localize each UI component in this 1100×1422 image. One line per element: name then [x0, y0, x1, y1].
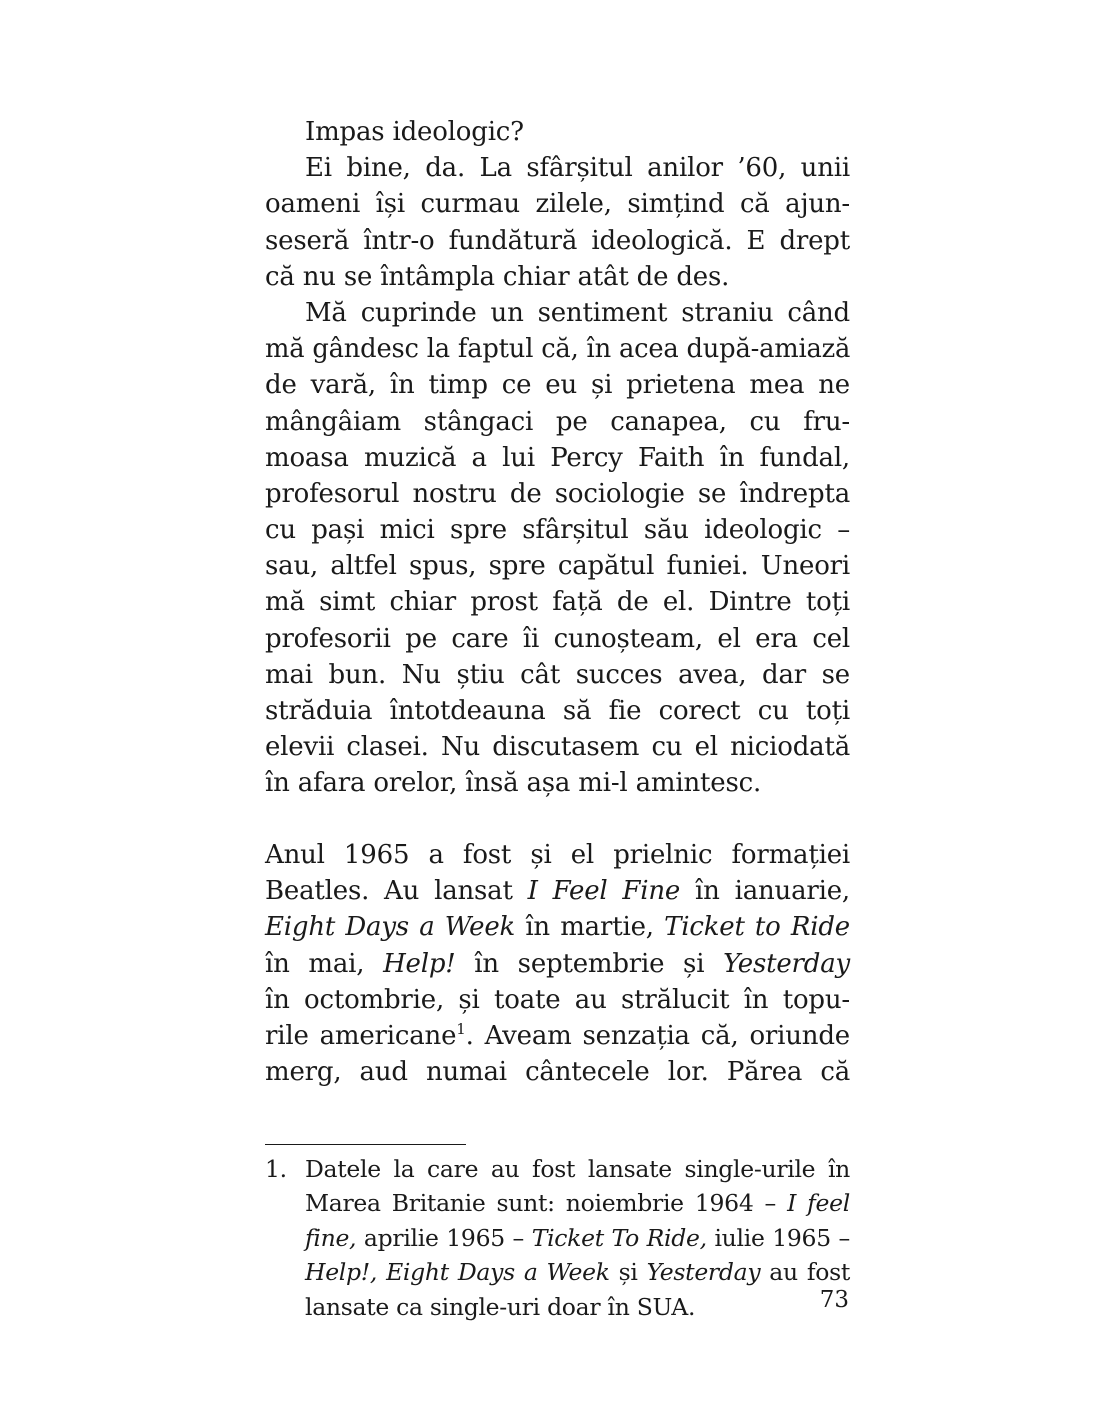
footnote	[265, 1152, 850, 1324]
footnote-line-4	[265, 1255, 850, 1289]
paragraph-3-line-5: moasa muzică a lui Percy Faith în fundal,	[265, 442, 850, 473]
footnote-reference[interactable]: 1	[456, 1019, 466, 1038]
song-title-yesterday: Yesterday	[723, 948, 850, 979]
song-title-yesterday: Yesterday	[646, 1258, 761, 1287]
paragraph-3-line-11: mai bun. Nu știu cât succes avea, dar se	[265, 659, 850, 690]
paragraph-3-line-3: de vară, în timp ce eu și prietena mea ne	[265, 370, 850, 401]
paragraph-4-line-1: Anul 1965 a fost și el prielnic formației	[265, 840, 850, 870]
paragraph-4-line-5: în octombrie, și toate au strălucit în topu-	[265, 984, 850, 1015]
footnote-number: 1.	[265, 1155, 287, 1183]
paragraph-3-line-10: profesorii pe care îi cunoșteam, el era cel	[265, 623, 850, 654]
paragraph-3-line-2: mă gândesc la faptul că, în acea după-amiază	[265, 334, 851, 365]
text-run: în mai,	[265, 948, 384, 979]
text-run: Marea Britanie sunt: noiembrie 1964 –	[305, 1189, 788, 1218]
song-title-i-feel-fine: I Feel Fine	[527, 876, 681, 907]
footnote-text-run: Datele la care au fost lansate single-urile în	[305, 1155, 850, 1183]
paragraph-3-line-9: mă simt chiar prost față de el. Dintre toți	[265, 587, 850, 618]
text-run: Beatles. Au lansat	[265, 876, 528, 907]
text-run: în septembrie și	[455, 948, 724, 979]
paragraph-1	[265, 114, 850, 150]
paragraph-4-line-2	[265, 873, 850, 909]
text-run: și	[609, 1258, 647, 1287]
paragraph-4-line-6	[265, 1018, 850, 1054]
song-title-fine: fine,	[305, 1223, 357, 1252]
footnote-divider	[265, 1144, 466, 1145]
footnote-line-1	[265, 1152, 850, 1186]
paragraph-2-line-2: oameni își curmau zilele, simțind că ajun-	[265, 189, 850, 220]
paragraph-2-line-3: seseră într-o fundătură ideologică. E drept	[265, 225, 850, 256]
paragraph-3-line-1: Mă cuprinde un sentiment straniu când	[305, 297, 850, 328]
paragraph-4-line-3	[265, 909, 850, 945]
text-run: . Aveam senzația că, oriunde	[465, 1020, 850, 1051]
paragraph-4-line-7: merg, aud numai cântecele lor. Părea că	[265, 1057, 850, 1088]
text-run: în martie,	[515, 912, 665, 943]
paragraph-3-line-13: elevii clasei. Nu discutasem cu el niciodată	[265, 732, 850, 763]
paragraph-1-line-1: Impas ideologic?	[305, 117, 524, 147]
footnote-line-3	[265, 1221, 850, 1255]
paragraph-2-line-4: că nu se întâmpla chiar atât de des.	[265, 261, 730, 292]
paragraph-3-line-7: cu pași mici spre sfârșitul său ideologic –	[265, 515, 850, 546]
text-run: iulie 1965 –	[706, 1223, 850, 1252]
song-title-ticket-to-ride: Ticket To Ride,	[531, 1223, 707, 1252]
paragraph-3-line-14: în afara orelor, însă așa mi-l amintesc.	[265, 768, 762, 799]
paragraph-2-line-1: Ei bine, da. La sfârșitul anilor ’60, unii	[305, 153, 850, 184]
text-run: aprilie 1965 –	[356, 1223, 532, 1252]
page-number: 73	[819, 1287, 849, 1313]
paragraph-3-line-8: sau, altfel spus, spre capătul funiei. Uneori	[265, 551, 850, 582]
song-title-ticket-to-ride: Ticket to Ride	[664, 912, 850, 943]
song-title-eight-days-a-week: Eight Days a Week	[265, 912, 516, 943]
main-text-section-2	[265, 837, 850, 1090]
footnote-line-2	[265, 1186, 850, 1220]
song-titles-help-eight-days: Help!, Eight Days a Week	[305, 1258, 610, 1287]
text-run: au fost	[760, 1258, 850, 1287]
paragraph-3-line-6: profesorul nostru de sociologie se îndrepta	[265, 478, 850, 509]
main-text-section-1	[265, 114, 850, 802]
paragraph-3	[265, 295, 850, 802]
song-title-i-feel: I feel	[787, 1189, 850, 1218]
text-run: în ianuarie,	[680, 876, 850, 907]
text-run: rile americane	[265, 1020, 457, 1051]
footnote-line-5: lansate ca single-uri doar în SUA.	[305, 1292, 696, 1321]
paragraph-3-line-12: străduia întotdeauna să fie corect cu toți	[265, 696, 850, 726]
paragraph-2	[265, 150, 850, 295]
paragraph-4-line-4	[265, 946, 850, 982]
paragraph-3-line-4: mângâiam stângaci pe canapea, cu fru-	[265, 406, 850, 437]
song-title-help: Help!	[383, 948, 456, 979]
paragraph-4	[265, 837, 850, 1090]
